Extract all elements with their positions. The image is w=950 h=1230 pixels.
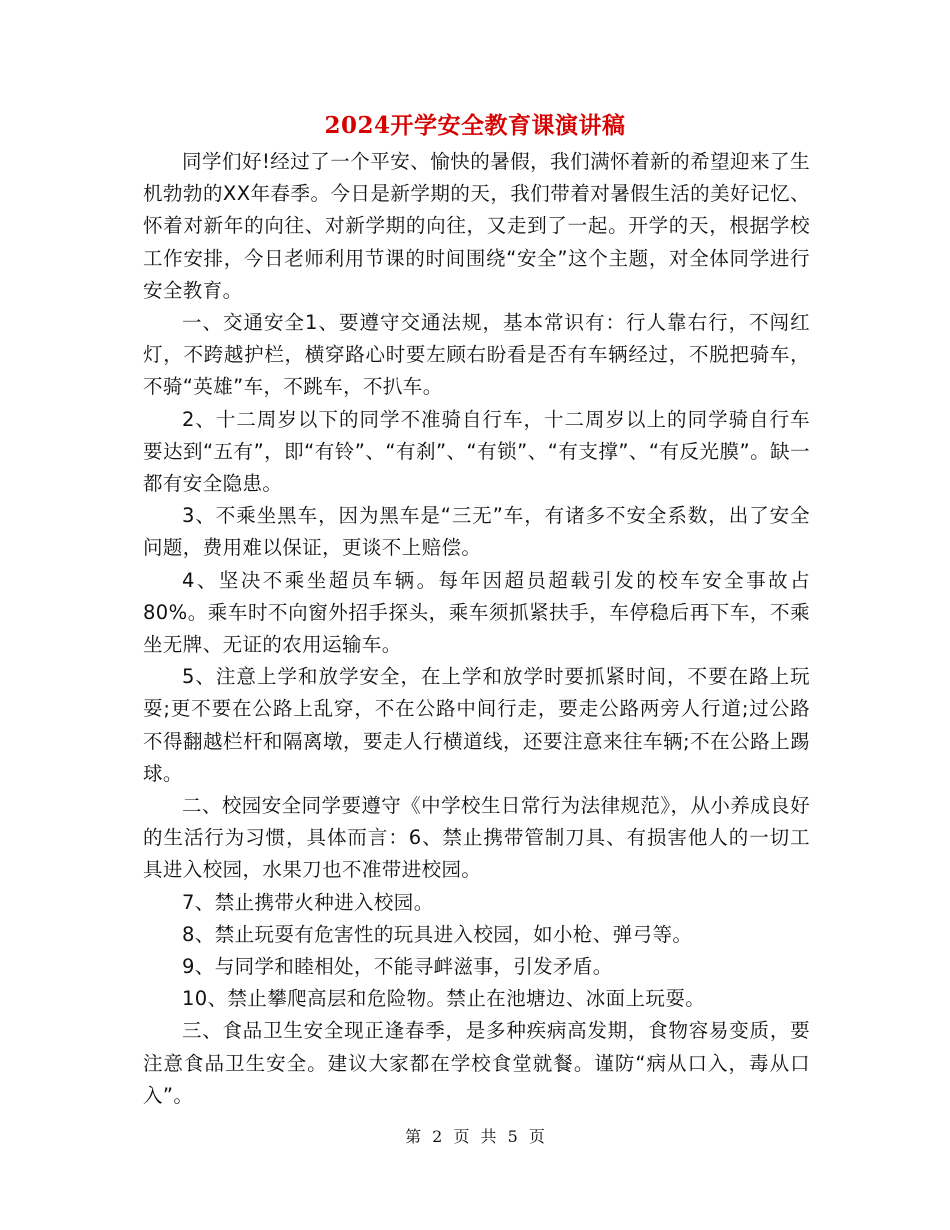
paragraph: 一、交通安全1、要遵守交通法规，基本常识有：行人靠右行，不闯红灯，不跨越护栏，横穿路心时要左顾右盼看是否有车辆经过，不脱把骑车，不骑“英雄”车，不跳车，不扒车。 [143, 311, 810, 399]
paragraph: 8、禁止玩耍有危害性的玩具进入校园，如小枪、弹弓等。 [182, 922, 693, 946]
paragraph: 同学们好!经过了一个平安、愉快的暑假，我们满怀着新的希望迎来了生机勃勃的XX年春季。今日是新学期的天，我们带着对暑假生活的美好记忆、怀着对新年的向往、对新学期的向往，又走到了一起。开学的天，根据学校工作安排，今日老师利用节课的时间围绕“安全”这个主题，对全体同学进行安全教育。 [143, 150, 810, 302]
page-number-footer: 第 2 页 共 5 页 [405, 1127, 545, 1146]
paragraph: 7、禁止携带火种进入校园。 [182, 890, 434, 914]
paragraph: 5、注意上学和放学安全，在上学和放学时要抓紧时间，不要在路上玩耍;更不要在公路上乱穿，不在公路中间行走，要走公路两旁人行道;过公路不得翻越栏杆和隔离墩，要走人行横道线，还要注意来往车辆;不在公路上踢球。 [143, 665, 810, 785]
document-body [143, 146, 810, 1112]
paragraph: 3、不乘坐黑车，因为黑车是“三无”车，有诸多不安全系数，出了安全问题，费用难以保证，更谈不上赔偿。 [143, 504, 810, 560]
paragraph: 2、十二周岁以下的同学不准骑自行车，十二周岁以上的同学骑自行车要达到“五有”，即“有铃”、“有刹”、“有锁”、“有支撑”、“有反光膜”。缺一都有安全隐患。 [143, 407, 810, 496]
paragraph: 9、与同学和睦相处，不能寻衅滋事，引发矛盾。 [182, 955, 613, 979]
paragraph: 二、校园安全同学要遵守《中学校生日常行为法律规范》，从小养成良好的生活行为习惯，具体而言：6、禁止携带管制刀具、有损害他人的一切工具进入校园，水果刀也不准带进校园。 [143, 794, 810, 882]
document-title: 2024开学安全教育课演讲稿 [324, 112, 626, 139]
paragraph: 4、坚决不乘坐超员车辆。每年因超员超载引发的校车安全事故占80%。乘车时不向窗外招手探头，乘车须抓紧扶手，车停稳后再下车，不乘坐无牌、无证的农用运输车。 [143, 568, 810, 657]
paragraph: 10、禁止攀爬高层和危险物。禁止在池塘边、冰面上玩耍。 [182, 987, 706, 1011]
paragraph: 三、食品卫生安全现正逢春季，是多种疾病高发期，食物容易变质，要注意食品卫生安全。建议大家都在学校食堂就餐。谨防“病从口入，毒从口入”。 [143, 1019, 810, 1107]
